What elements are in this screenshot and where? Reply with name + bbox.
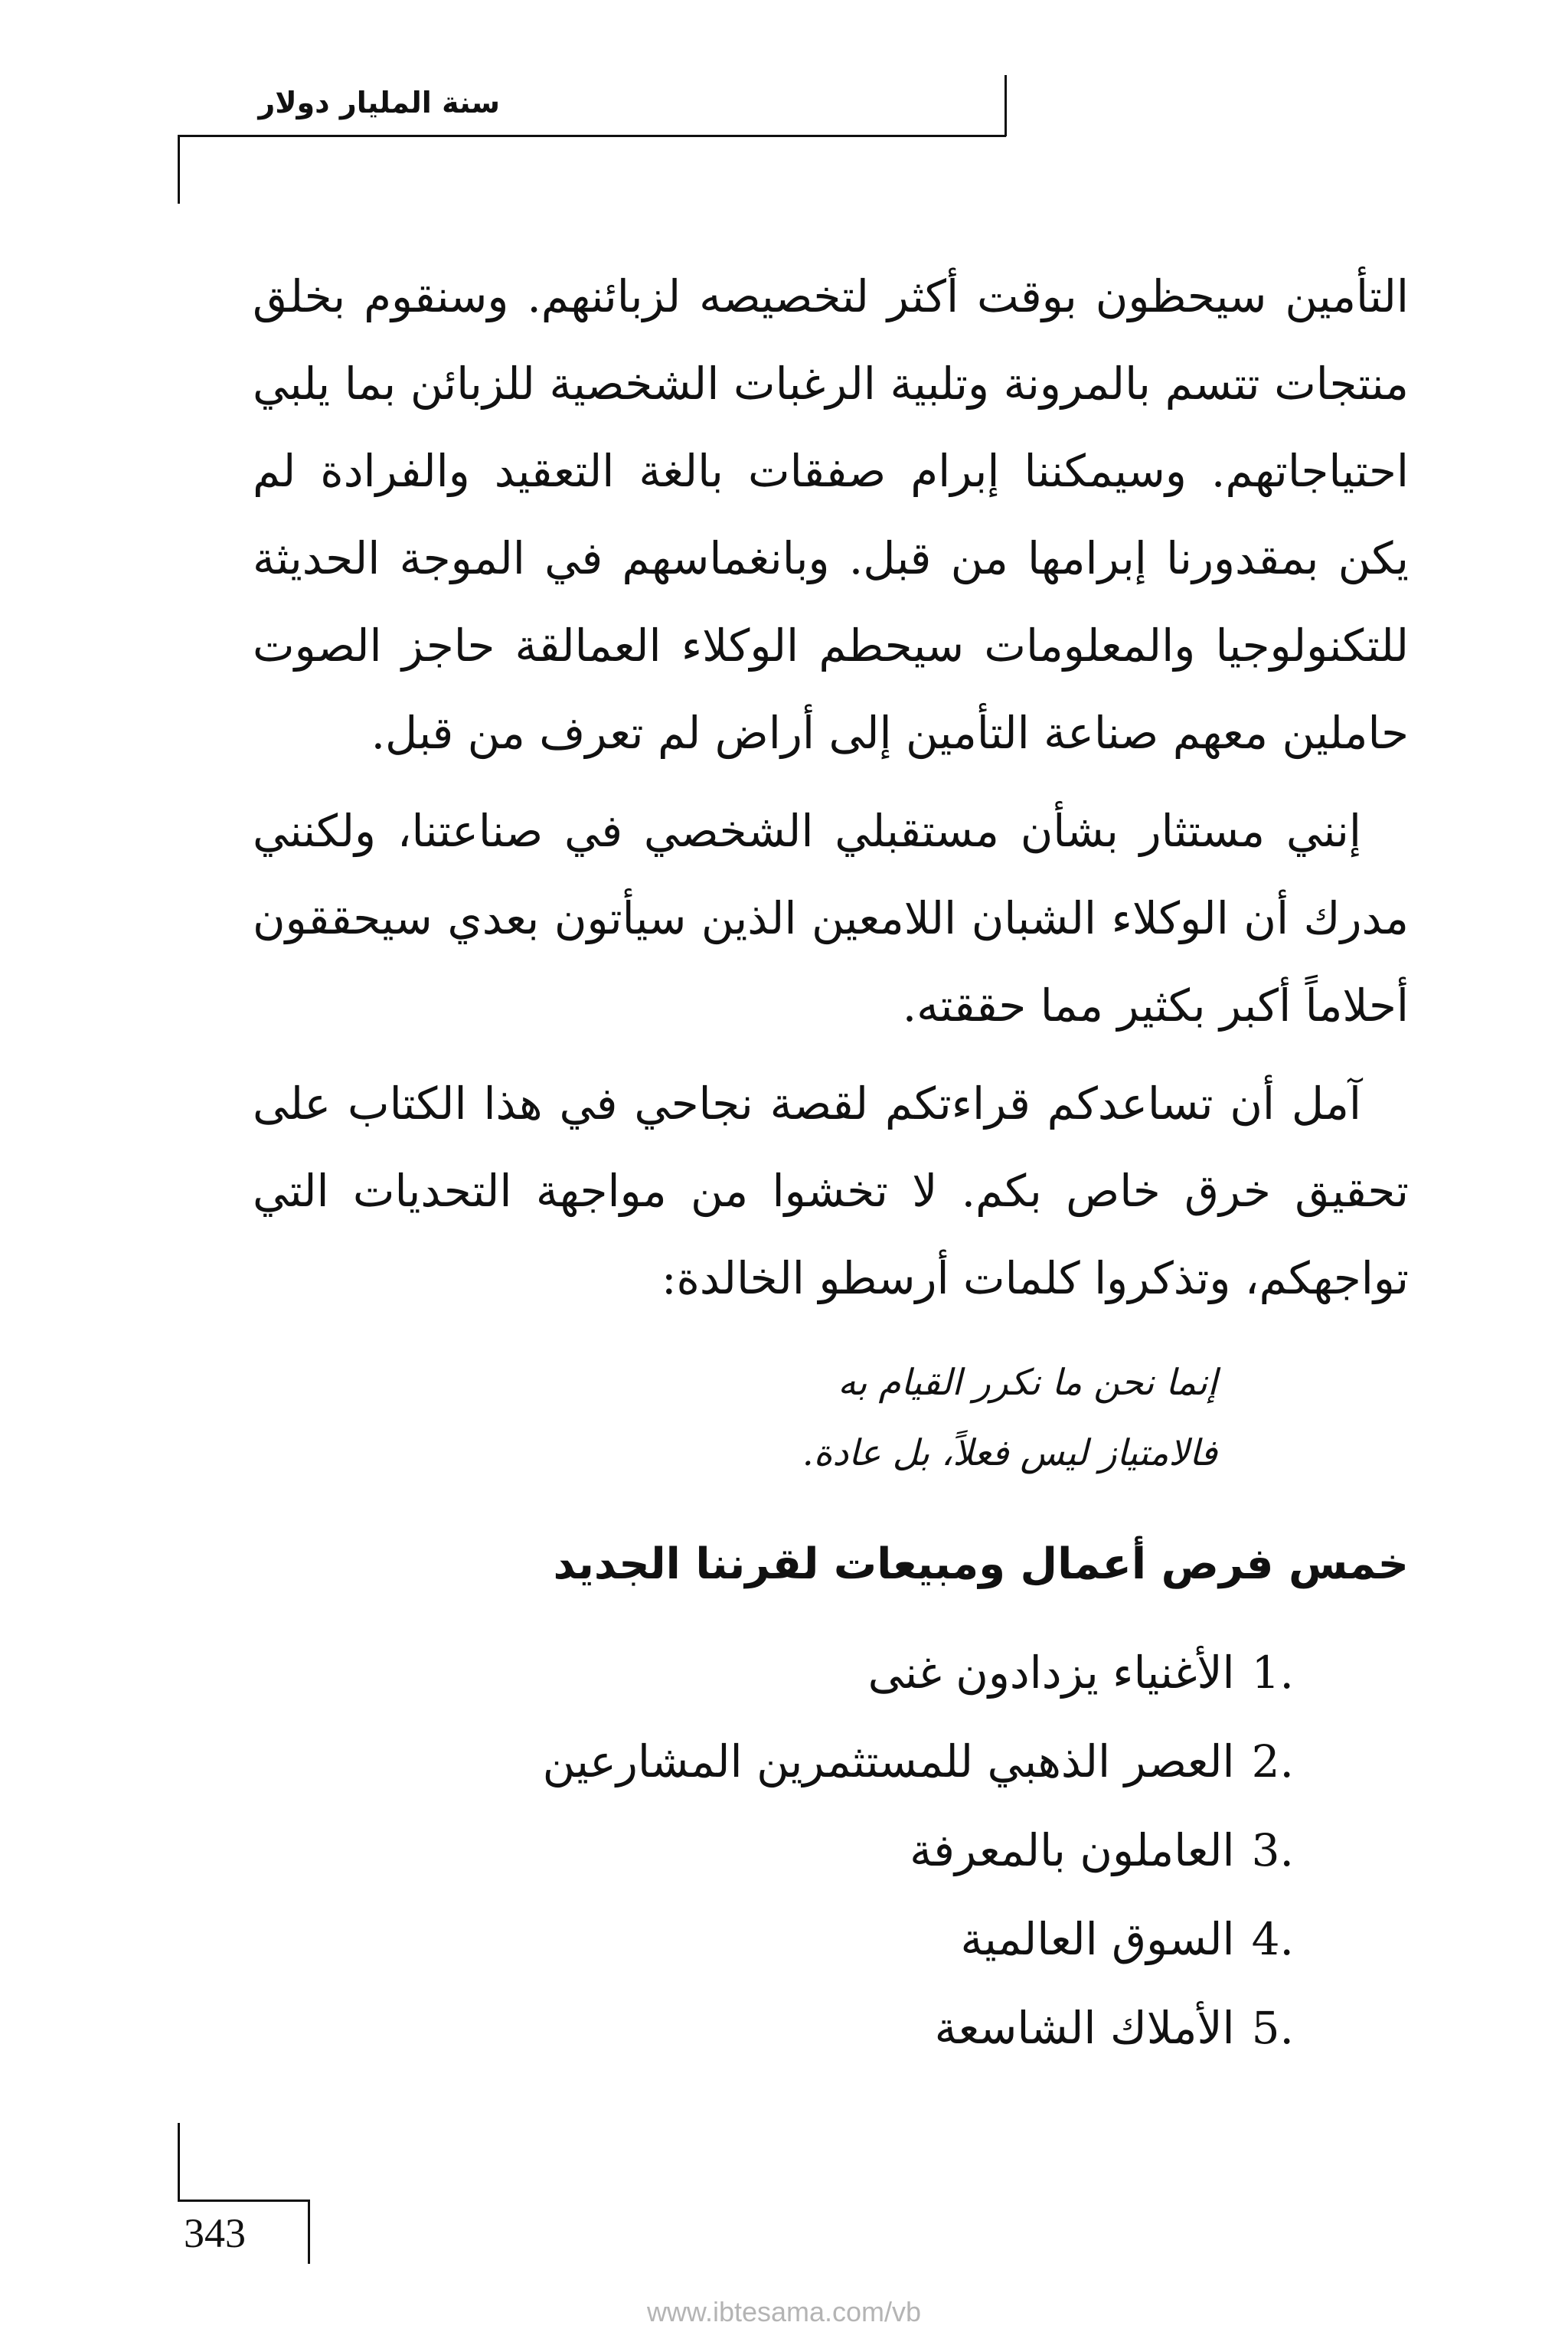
- list-item-number: 1.: [1251, 1647, 1294, 1699]
- footer-rule-left-tick: [178, 2123, 180, 2201]
- list-item-number: 3.: [1251, 1824, 1294, 1876]
- paragraph-2: إنني مستثار بشأن مستقبلي الشخصي في صناعتنا، ولكنني مدرك أن الوكلاء الشبان اللامعين الذين سيأتون بعدي سيحققون أحلاماً أكبر بكثير مما حققته.: [253, 805, 1409, 1032]
- page-number: 343: [184, 2210, 246, 2256]
- watermark-link[interactable]: www.ibtesama.com/vb: [646, 2296, 922, 2327]
- list-item-text: الأملاك الشاسعة: [934, 2002, 1235, 2054]
- header-rule-right-tick: [1004, 75, 1007, 136]
- list-item: [253, 1806, 1294, 1895]
- header-rule-left-tick: [178, 135, 180, 204]
- header-rule: [178, 135, 1006, 137]
- list-item: [253, 1895, 1294, 1984]
- list-item-text: الأغنياء يزدادون غنى: [867, 1647, 1235, 1699]
- list-item: [253, 1984, 1294, 2072]
- page-body: [253, 253, 1409, 2072]
- list-item-text: السوق العالمية: [960, 1913, 1235, 1965]
- quote-line-2: فالامتياز ليس فعلاً، بل عادة.: [802, 1432, 1217, 1474]
- footer-rule: [178, 2200, 309, 2202]
- list-item: [253, 1628, 1294, 1717]
- footer-rule-right-tick: [308, 2200, 310, 2264]
- list-item-text: العاملون بالمعرفة: [910, 1824, 1235, 1876]
- list-item-text: العصر الذهبي للمستثمرين المشارعين: [542, 1735, 1235, 1787]
- list-item-number: 5.: [1251, 2002, 1294, 2054]
- list-item-number: 4.: [1251, 1913, 1294, 1965]
- list-item: [253, 1717, 1294, 1806]
- paragraph-1: التأمين سيحظون بوقت أكثر لتخصيصه لزبائنهم. وسنقوم بخلق منتجات تتسم بالمرونة وتلبية الرغبات الشخصية للزبائن بما يلبي احتياجاتهم. وسيمكننا إبرام صفقات بالغة التعقيد والفرادة لم يكن بمقدورنا إبرامها من قبل. وبانغماسهم في الموجة الحديثة للتكنولوجيا والمعلومات سيحطم الوكلاء العمالقة حاجز الصوت حاملين معهم صناعة التأمين إلى أراض لم تعرف من قبل.: [253, 270, 1409, 759]
- quote-line-1: إنما نحن ما نكرر القيام به: [838, 1362, 1217, 1404]
- opportunities-list: [253, 1628, 1409, 2072]
- running-header-title: سنة المليار دولار: [258, 86, 500, 119]
- aristotle-quote: [253, 1348, 1409, 1489]
- paragraph-3: آمل أن تساعدكم قراءتكم لقصة نجاحي في هذا الكتاب على تحقيق خرق خاص بكم. لا تخشوا من مواجهة التحديات التي تواجهكم، وتذكروا كلمات أرسطو الخالدة:: [253, 1078, 1409, 1304]
- list-item-number: 2.: [1251, 1735, 1294, 1787]
- section-heading: خمس فرص أعمال ومبيعات لقرننا الجديد: [553, 1539, 1409, 1589]
